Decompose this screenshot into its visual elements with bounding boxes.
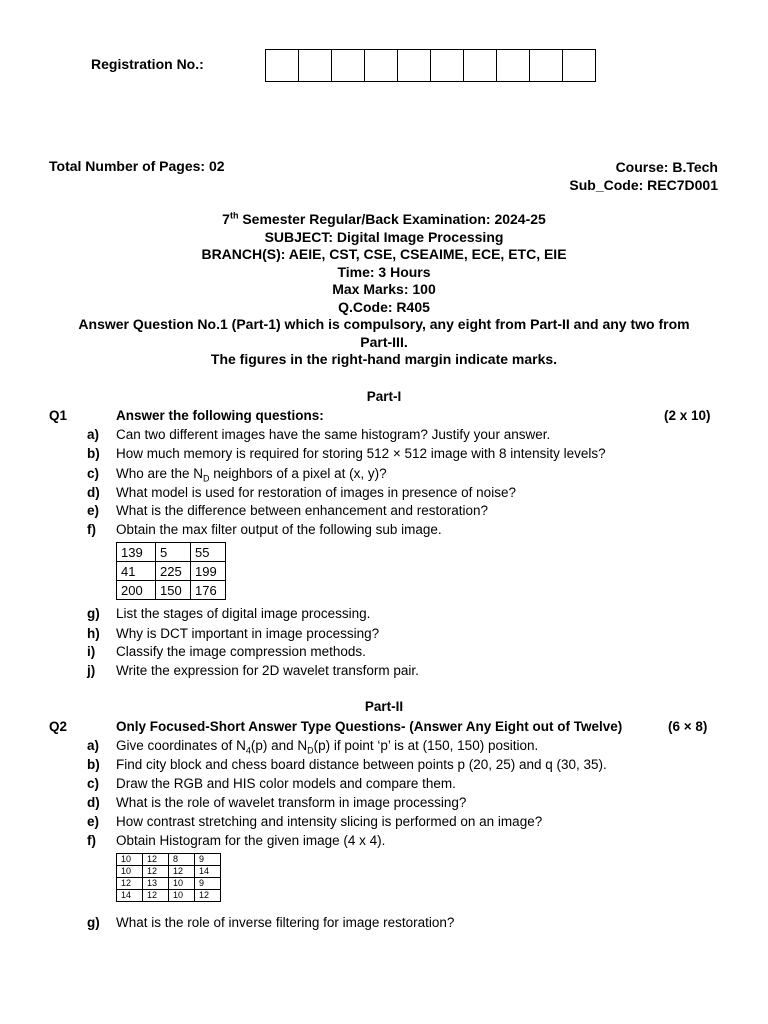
table-cell: 176 <box>191 581 226 600</box>
subscript: D <box>307 745 314 756</box>
table-row <box>117 878 221 890</box>
q2-item-label: e) <box>87 814 100 829</box>
registration-digit-box[interactable] <box>299 50 332 81</box>
table-cell: 8 <box>169 854 195 866</box>
table-row <box>117 543 226 562</box>
table-cell: 10 <box>169 878 195 890</box>
table-cell: 199 <box>191 562 226 581</box>
text-segment: (p) and N <box>250 738 308 753</box>
q1-item-text <box>116 466 387 484</box>
q1-item-text: Why is DCT important in image processing? <box>116 626 380 641</box>
table-cell: 10 <box>117 854 143 866</box>
q1-item-label: e) <box>87 503 100 518</box>
registration-digit-box[interactable] <box>497 50 530 81</box>
q1-item-text: Can two different images have the same histogram? Justify your answer. <box>116 427 551 442</box>
registration-label: Registration No.: <box>91 56 204 72</box>
q2-item-text <box>116 738 539 756</box>
q1-item-text: Obtain the max filter output of the following sub image. <box>116 522 442 537</box>
q2-item-text: Draw the RGB and HIS color models and compare them. <box>116 776 456 791</box>
q1-item-label: j) <box>87 663 96 678</box>
table-cell: 200 <box>117 581 156 600</box>
table-cell: 225 <box>156 562 191 581</box>
q1-item-text: Classify the image compression methods. <box>116 644 366 659</box>
table-cell: 12 <box>143 866 169 878</box>
table-cell: 14 <box>117 890 143 902</box>
registration-digit-box[interactable] <box>365 50 398 81</box>
total-pages: Total Number of Pages: 02 <box>49 158 225 174</box>
time: Time: 3 Hours <box>337 263 431 280</box>
table-row <box>117 562 226 581</box>
text-segment: (p) if point ‘p’ is at (150, 150) position. <box>313 738 539 753</box>
q2-item-text: Find city block and chess board distance between points p (20, 25) and q (30, 35). <box>116 757 607 772</box>
q1-item-text: What model is used for restoration of images in presence of noise? <box>116 485 516 500</box>
branches: BRANCH(S): AEIE, CST, CSE, CSEAIME, ECE, ETC, EIE <box>201 246 567 262</box>
q2-item-label: a) <box>87 738 100 753</box>
q2-item-text: Obtain Histogram for the given image (4 x 4). <box>116 833 386 848</box>
registration-digit-box[interactable] <box>530 50 563 81</box>
q1-item-label: g) <box>87 606 100 621</box>
q1-item-text: What is the difference between enhancement and restoration? <box>116 503 488 518</box>
semester-line <box>0 211 768 229</box>
text-segment: Give coordinates of N <box>116 738 246 753</box>
table-cell: 139 <box>117 543 156 562</box>
registration-digit-box[interactable] <box>464 50 497 81</box>
qcode: Q.Code: R405 <box>338 298 430 315</box>
table-cell: 41 <box>117 562 156 581</box>
q1-item-label: i) <box>87 644 96 659</box>
q1-item-label: c) <box>87 466 100 481</box>
q2-item-label: d) <box>87 795 100 810</box>
table-row <box>117 581 226 600</box>
q1-item-label: a) <box>87 427 100 442</box>
q2-marks: (6 × 8) <box>668 719 708 734</box>
semester-number: 7 <box>222 211 230 227</box>
q1-item-text: How much memory is required for storing 512 × 512 image with 8 intensity levels? <box>116 446 606 461</box>
semester-text: Semester Regular/Back Examination: 2024-25 <box>238 211 546 227</box>
registration-boxes[interactable] <box>265 49 596 82</box>
q2-number: Q2 <box>49 719 68 734</box>
registration-digit-box[interactable] <box>431 50 464 81</box>
table-cell: 12 <box>143 854 169 866</box>
max-marks: Max Marks: 100 <box>332 281 436 297</box>
table-cell: 10 <box>169 890 195 902</box>
q2-heading: Only Focused-Short Answer Type Questions- (Answer Any Eight out of Twelve) <box>116 719 623 734</box>
table-cell: 150 <box>156 581 191 600</box>
q2-item-label: f) <box>87 833 96 848</box>
q1-item-text: List the stages of digital image processing. <box>116 606 371 621</box>
table-row <box>117 890 221 902</box>
table-cell: 12 <box>143 890 169 902</box>
table-cell: 12 <box>195 890 221 902</box>
table-row <box>117 866 221 878</box>
table-cell: 55 <box>191 543 226 562</box>
semester-suffix: th <box>229 210 239 221</box>
q2-item-label: b) <box>87 757 100 772</box>
q1-number: Q1 <box>49 408 68 423</box>
q1-item-label: h) <box>87 626 100 641</box>
table-cell: 12 <box>117 878 143 890</box>
table-cell: 10 <box>117 866 143 878</box>
subject: SUBJECT: Digital Image Processing <box>264 228 504 245</box>
table-cell: 13 <box>143 878 169 890</box>
registration-digit-box[interactable] <box>398 50 431 81</box>
instruction-line-2: Part-III. <box>360 333 408 350</box>
table-cell: 9 <box>195 854 221 866</box>
instruction-line-1: Answer Question No.1 (Part-1) which is compulsory, any eight from Part-II and any two from <box>78 316 690 332</box>
instruction-line-3: The figures in the right-hand margin indicate marks. <box>210 351 558 367</box>
q1-heading: Answer the following questions: <box>116 408 324 423</box>
sub-image-table <box>116 542 226 600</box>
table-cell: 5 <box>156 543 191 562</box>
subscript: D <box>203 473 210 484</box>
q2-item-text: How contrast stretching and intensity slicing is performed on an image? <box>116 814 543 829</box>
subscript: 4 <box>245 745 251 756</box>
q2-item-text: What is the role of inverse filtering for image restoration? <box>116 915 455 930</box>
q1-item-label: b) <box>87 446 100 461</box>
course-info <box>569 158 718 194</box>
q2-item-text: What is the role of wavelet transform in image processing? <box>116 795 467 810</box>
table-cell: 12 <box>169 866 195 878</box>
q2-item-label: c) <box>87 776 100 791</box>
table-cell: 9 <box>195 878 221 890</box>
course: Course: B.Tech <box>615 159 718 175</box>
part-2-title: Part-II <box>364 699 404 714</box>
image-grid-table <box>116 853 221 902</box>
q1-marks: (2 x 10) <box>664 408 711 423</box>
registration-digit-box[interactable] <box>266 50 299 81</box>
exam-details <box>0 211 768 369</box>
registration-digit-box[interactable] <box>563 50 595 81</box>
q1-item-text: Write the expression for 2D wavelet transform pair. <box>116 663 419 678</box>
sub-code: Sub_Code: REC7D001 <box>569 177 718 193</box>
table-row <box>117 854 221 866</box>
q2-item-label: g) <box>87 915 100 930</box>
table-cell: 14 <box>195 866 221 878</box>
registration-digit-box[interactable] <box>332 50 365 81</box>
text-segment: Who are the N <box>116 466 204 481</box>
q1-item-label: d) <box>87 485 100 500</box>
q1-item-label: f) <box>87 522 96 537</box>
part-1-title: Part-I <box>366 389 402 404</box>
text-segment: neighbors of a pixel at (x, y)? <box>209 466 387 481</box>
